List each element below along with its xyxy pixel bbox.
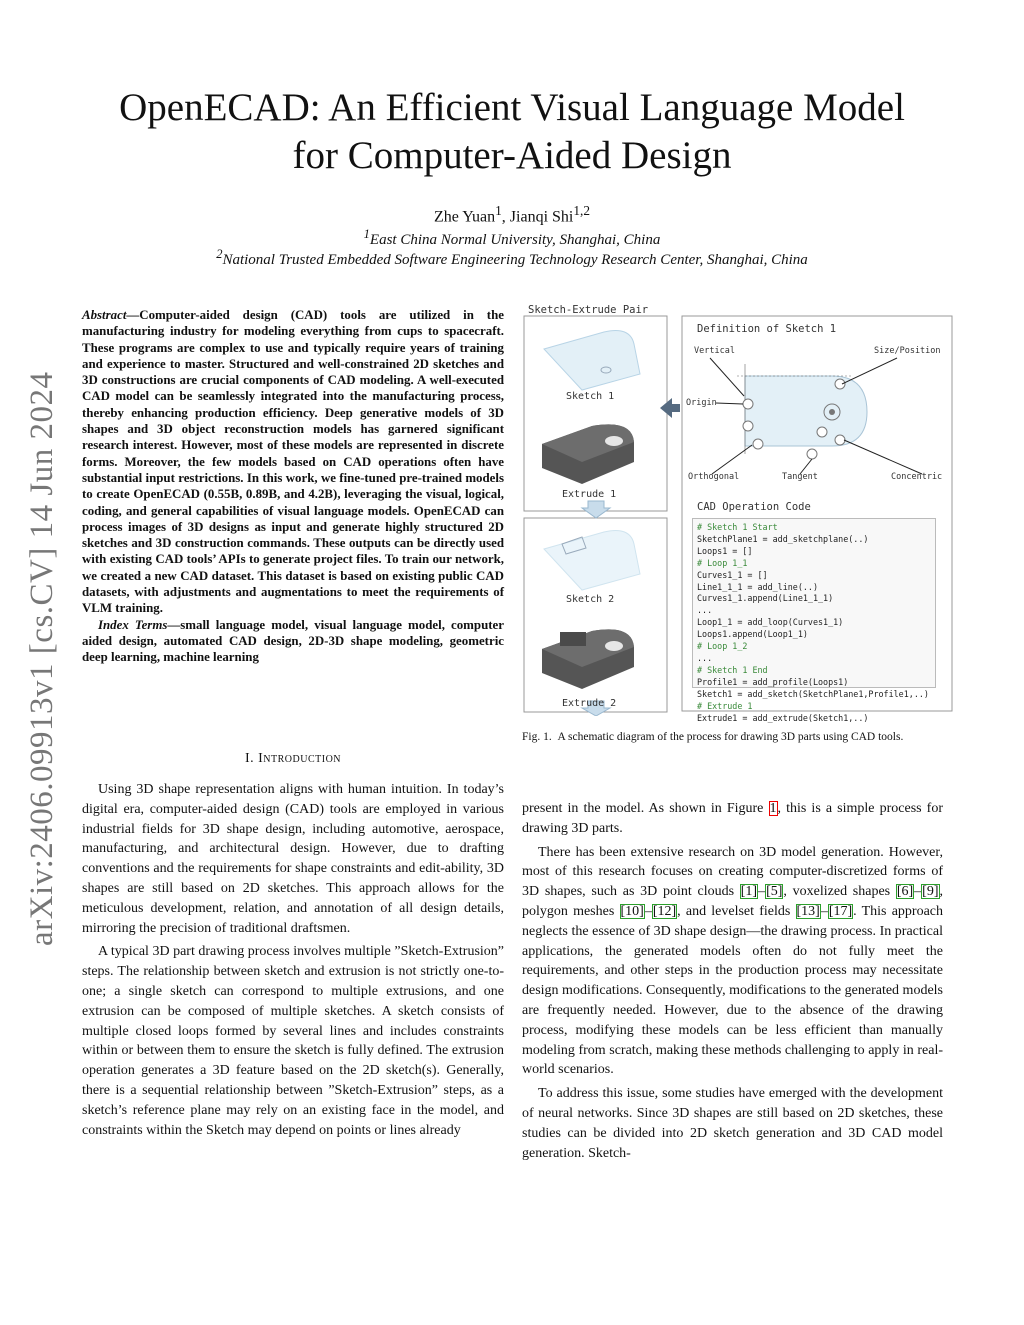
text-span: There has been extensive research on 3D model generation. However, most of this research focuses on creating computer-discretized forms of 3D shapes, such as 3D point clouds (522, 844, 943, 900)
code-line: # Loop 1_1 (697, 557, 748, 568)
paragraph (522, 843, 943, 1081)
text-span: . This approach neglects the essence of 3D shape design—the drawing process. In practical applications, the generated models often do not fully meet the requirements, and other steps in the production process may necessitate design modifications. Consequently, modifications to the generated models are frequently needed. However, due to the absence of the drawing process, modifying these models can be less efficient than manually modeling from scratch, making these methods challenging to apply in real-world scenarios. (522, 903, 943, 1078)
code-line: Curves1_1.append(Line1_1_1) (697, 593, 834, 604)
code-line: # Sketch 1 Start (697, 522, 778, 532)
constraint-size-position: Size/Position (874, 346, 941, 356)
label-extrude-2: Extrude 2 (562, 698, 617, 709)
caption-label: Fig. 1. (522, 731, 552, 743)
section-heading-introduction (82, 751, 504, 767)
constraint-tangent: Tangent (782, 472, 818, 482)
code-line: # Loop 1_2 (697, 641, 748, 652)
text-span: – (758, 884, 766, 900)
author-separator: , (501, 208, 510, 226)
text-span: – (644, 903, 652, 919)
sketch-extrude-pair-title: Sketch-Extrude Pair (528, 304, 649, 316)
caption-text: A schematic diagram of the process for drawing 3D parts using CAD tools. (557, 731, 904, 743)
citation-link[interactable]: [17] (828, 903, 853, 919)
constraint-concentric: Concentric (891, 472, 943, 482)
index-terms-text: —small language model, visual language model, computer aided design, automated CAD design, 2D-3D shape modeling, geometric deep learning, machine learning (82, 617, 504, 665)
text-span: , voxelized shapes (783, 884, 896, 900)
left-column-body (82, 780, 504, 1140)
title-line-2: for Computer-Aided Design (292, 134, 732, 177)
code-line: Loop1_1 = add_loop(Curves1_1) (697, 617, 844, 628)
label-sketch-2: Sketch 2 (566, 594, 615, 605)
paragraph: To address this issue, some studies have emerged with the development of neural networks. Since 3D shapes are still based on 2D sketches, these studies can be divided into 2D sketch generation and 3D CAD model generation. Sketch- (522, 1086, 943, 1161)
constraint-origin: Origin (686, 398, 717, 408)
citation-link[interactable]: [5] (766, 884, 783, 900)
section-title: Introduction (258, 751, 342, 766)
code-line: Extrude1 = add_extrude(Sketch1,..) (697, 712, 869, 723)
label-sketch-1: Sketch 1 (566, 391, 615, 402)
affiliation-2-sup: 2 (216, 247, 223, 261)
constraint-orthogonal: Orthogonal (688, 472, 740, 482)
paragraph (522, 799, 943, 839)
affiliation-2-text: National Trusted Embedded Software Engineering Technology Research Center, Shanghai, China (222, 252, 808, 268)
code-line: Profile1 = add_profile(Loops1) (697, 676, 849, 687)
figure-link[interactable]: 1 (769, 801, 777, 816)
paragraph: Using 3D shape representation aligns with human intuition. In today’s digital era, computer-aided design (CAD) tools are employed in various industrial fields for 3D shape design, including automotive, aerospace, manufacturing, and architectural design. However, due to drafting conventions and the requirements for shape constraints and edit-ability, 3D shapes are still based on 2D sketches. This approach allows for the meticulous development, relation, and annotation of all design details, mirroring the precision of traditional draftsmen. (82, 782, 504, 936)
code-line: SketchPlane1 = add_sketchplane(..) (697, 533, 869, 544)
author-1-sup: 1 (495, 203, 502, 218)
code-line: Line1_1_1 = add_line(..) (697, 581, 819, 592)
citation-link[interactable]: [12] (652, 903, 677, 919)
code-title: CAD Operation Code (697, 501, 811, 513)
figure-caption (522, 730, 943, 745)
extrude-1-hole (605, 436, 623, 446)
text-span: – (914, 884, 922, 900)
index-terms-label: Index Terms (98, 617, 168, 632)
right-column-body (522, 799, 943, 1163)
code-line: # Sketch 1 End (697, 664, 768, 675)
text-span: , polygon meshes (522, 884, 943, 919)
author-2: Jianqi Shi (509, 208, 574, 226)
section-number: I. (244, 751, 259, 766)
code-listing (692, 518, 936, 723)
abstract-text: —Computer-aided design (CAD) tools are utilized in the manufacturing industry for modeling everything from cups to spacecraft. These programs are complex to use and typically require years of training and experience to master. Structured and well-constrained 2D sketches and 3D constructions are crucial components of CAD modeling. A well-executed CAD model can be seamlessly integrated into the manufacturing process, thereby enhancing production efficiency. Deep generative models of 3D shapes and 3D object reconstruction models has garnered significant research interest. However, most of these models are represented in discrete forms. Moreover, the few models based on CAD operations often have substantial input restrictions. In this work, we fine-tuned pre-trained models to create OpenECAD (0.55B, 0.89B, and 4.2B), leveraging the visual, logical, coding, and general capabilities of visual language models. OpenECAD can process images of 3D designs as input and generate highly structured 2D sketches and 3D construction commands. These outputs can be directly used with existing CAD tools’ APIs to generate project files. To train our network, we created a new CAD dataset. This dataset is based on existing public CAD datasets, with adjustments and augmentations to meet the requirements of VLM training. (82, 308, 504, 616)
code-line: ... (697, 652, 713, 663)
label-extrude-1: Extrude 1 (562, 489, 617, 500)
text-span: – (820, 903, 828, 919)
citation-link[interactable]: [1] (740, 884, 758, 900)
author-1: Zhe Yuan (433, 208, 496, 226)
citation-link[interactable]: [6] (896, 884, 914, 900)
definition-title: Definition of Sketch 1 (697, 323, 837, 335)
code-line: Curves1_1 = [] (697, 569, 768, 580)
paragraph: A typical 3D part drawing process involves multiple ”Sketch-Extrusion” steps. The relationship between sketch and extrusion is not strictly one-to-one; a single sketch can correspond to multiple extrusions, and one extrusion can be composed of multiple sketches. A sketch consists of multiple closed loops formed by several lines and includes constraints within or between them to ensure the sketch is fully defined. The extrusion operation generates a 3D feature based on the 2D sketch(s). Generally, there is a sequential relationship between ”Sketch-Extrusion” steps, as a sketch’s reference plane may rely on an existing face in the model, and constraints within the Sketch may depend on points or lines already (82, 944, 504, 1138)
citation-link[interactable]: [13] (796, 903, 820, 919)
code-line: Sketch1 = add_sketch(SketchPlane1,Profile1,..) (697, 688, 929, 699)
code-line: Loops1.append(Loop1_1) (697, 629, 808, 640)
author-2-sup: 1,2 (573, 203, 591, 218)
affiliation-1-text: East China Normal University, Shanghai, China (369, 232, 661, 248)
constraint-vertical: Vertical (694, 346, 735, 356)
code-line: Loops1 = [] (697, 545, 753, 556)
abstract (82, 307, 504, 666)
origin-marker (743, 399, 753, 409)
text-span: present in the model. As shown in Figure (522, 801, 769, 816)
title-line-1: OpenECAD: An Efficient Visual Language Model (119, 86, 905, 129)
text-span: , and levelset fields (677, 903, 796, 919)
affiliation-1-sup: 1 (363, 227, 370, 241)
abstract-label: Abstract (82, 308, 127, 322)
sketch-definition-shape (745, 376, 867, 446)
text-span: , this is a simple process for drawing 3D parts. (522, 801, 944, 836)
extrude-2-boss (560, 632, 586, 646)
code-line: ... (697, 605, 713, 616)
affiliation-2 (60, 244, 964, 270)
paper-title (60, 84, 964, 180)
citation-link[interactable]: [10] (620, 903, 644, 919)
citation-link[interactable]: [9] (922, 884, 939, 900)
code-line: # Extrude 1 (697, 700, 753, 711)
figure-1 (522, 304, 954, 723)
